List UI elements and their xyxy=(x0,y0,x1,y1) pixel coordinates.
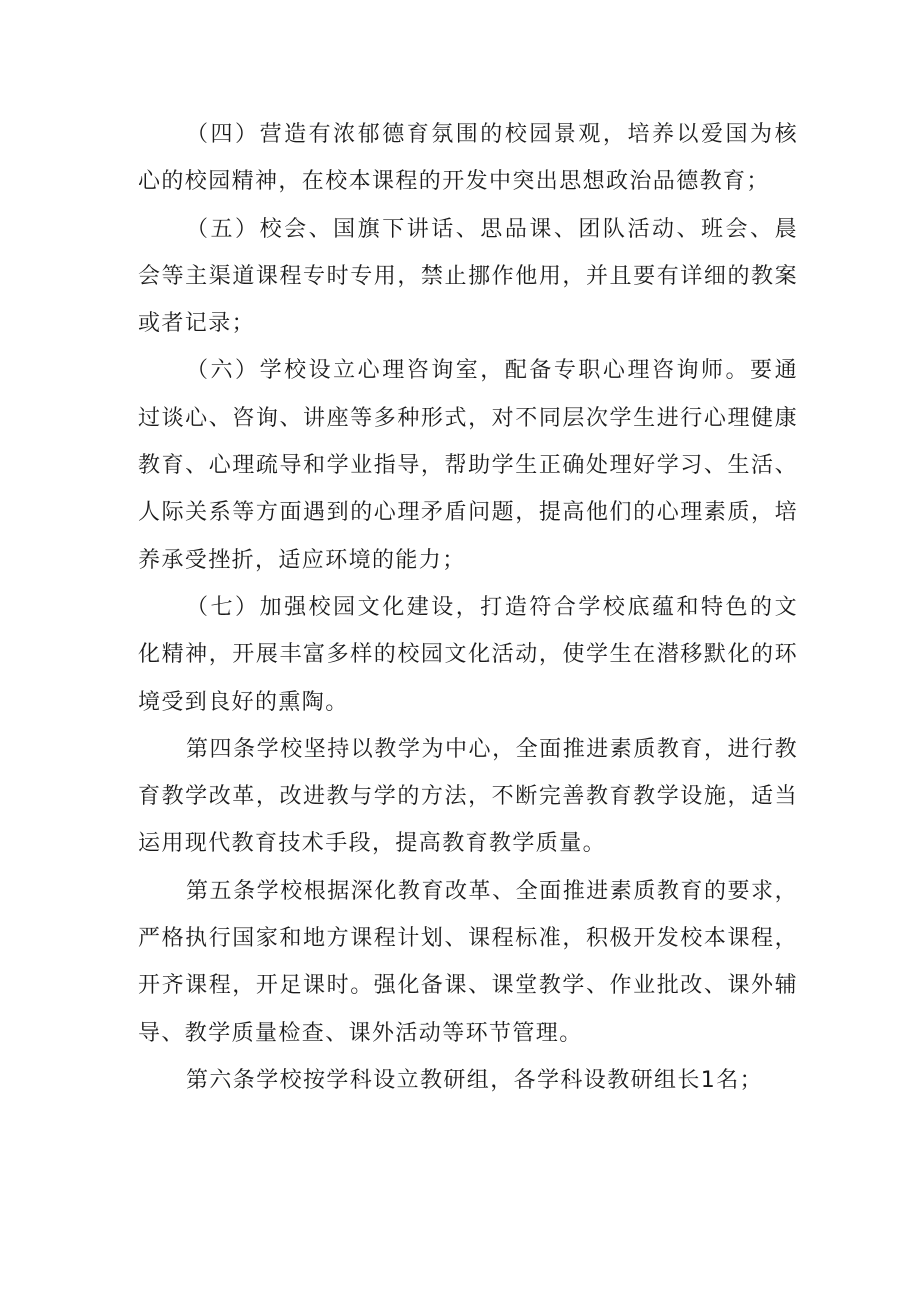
article-4 xyxy=(138,726,798,868)
document-body xyxy=(138,111,798,1104)
text-line: （五）校会、国旗下讲话、思品课、团队活动、班会、晨 xyxy=(186,216,798,242)
text-line: 境受到良好的熏陶。 xyxy=(138,689,349,715)
text-line: 严格执行国家和地方课程计划、课程标准，积极开发校本课程， xyxy=(138,926,798,952)
text-line: 育教学改革，改进教与学的方法，不断完善教育教学设施，适当 xyxy=(138,784,798,810)
text-line: （六）学校设立心理咨询室，配备专职心理咨询师。要通 xyxy=(186,358,798,384)
text-line: （七）加强校园文化建设，打造符合学校底蕴和特色的文 xyxy=(186,594,798,620)
paragraph-5 xyxy=(138,206,798,348)
text-line: 开齐课程，开足课时。强化备课、课堂教学、作业批改、课外辅 xyxy=(138,973,798,999)
text-line: 化精神，开展丰富多样的校园文化活动，使学生在潜移默化的环 xyxy=(138,642,798,668)
text-line: 教育、心理疏导和学业指导，帮助学生正确处理好学习、生活、 xyxy=(138,453,798,479)
text-line: 运用现代教育技术手段，提高教育教学质量。 xyxy=(138,831,607,857)
text-line: 过谈心、咨询、讲座等多种形式，对不同层次学生进行心理健康 xyxy=(138,405,798,431)
text-line: 第四条学校坚持以教学为中心，全面推进素质教育，进行教 xyxy=(186,736,798,762)
text-line: 人际关系等方面遇到的心理矛盾问题，提高他们的心理素质，培 xyxy=(138,500,798,526)
article-5 xyxy=(138,868,798,1057)
paragraph-6 xyxy=(138,347,798,583)
text-line: （四）营造有浓郁德育氛围的校园景观，培养以爱国为核 xyxy=(186,122,798,147)
text-line: 会等主渠道课程专时专用，禁止挪作他用，并且要有详细的教案 xyxy=(138,263,798,289)
text-line: 或者记录； xyxy=(138,311,256,337)
text-line: 第六条学校按学科设立教研组，各学科设教研组长1名； xyxy=(186,1067,763,1093)
text-line: 第五条学校根据深化教育改革、全面推进素质教育的要求， xyxy=(186,878,798,904)
text-line: 导、教学质量检查、课外活动等环节管理。 xyxy=(138,1020,583,1046)
text-line: 养承受挫折，适应环境的能力； xyxy=(138,547,466,573)
text-line: 心的校园精神，在校本课程的开发中突出思想政治品德教育； xyxy=(138,169,770,195)
article-6 xyxy=(138,1057,798,1104)
paragraph-7 xyxy=(138,584,798,726)
paragraph-4 xyxy=(138,111,798,206)
